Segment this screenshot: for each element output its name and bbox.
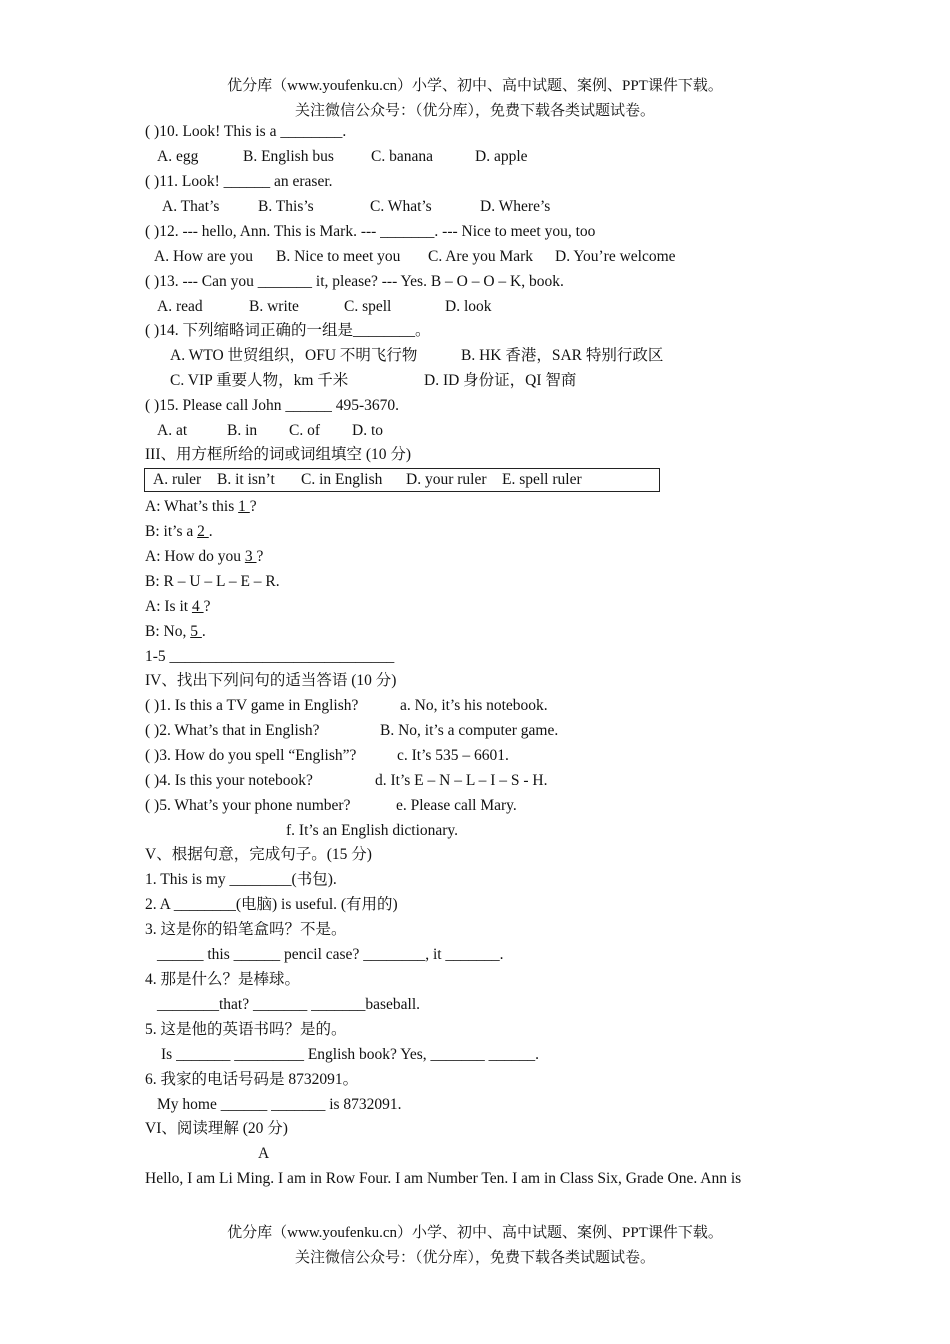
question-11: ( )11. Look! ______ an eraser. (145, 173, 333, 190)
completion-6-prompt: 6. 我家的电话号码是 8732091。 (145, 1071, 359, 1088)
completion-4-prompt: 4. 那是什么？是棒球。 (145, 971, 301, 988)
word-box-item-b: B. it isn’t (217, 471, 275, 488)
footer-line-1: 优分库（www.youfenku.cn）小学、初中、高中试题、案例、PPT课件下载。 (227, 1225, 723, 1241)
q14-option-d: D. ID 身份证，QI 智商 (424, 372, 577, 389)
footer-line-2: 关注微信公众号：（优分库），免费下载各类试题试卷。 (294, 1250, 655, 1266)
q12-option-c: C. Are you Mark (428, 248, 534, 265)
completion-3-blanks: ______ this ______ pencil case? ________, it _______. (157, 946, 504, 963)
match-answer-d: d. It’s E – N – L – I – S - H. (375, 772, 548, 789)
reading-passage: Hello, I am Li Ming. I am in Row Four. I am Number Ten. I am in Class Six, Grade One. Ann is (145, 1170, 742, 1187)
q13-option-b: B. write (249, 298, 299, 315)
word-box (144, 468, 660, 492)
completion-4-blanks: ________that? _______ _______baseball. (157, 996, 421, 1013)
match-answer-a: a. No, it’s his notebook. (400, 697, 548, 714)
dialog-line-5: A: Is it 4 ? (145, 598, 211, 615)
dialog-line-1: A: What’s this 1 ? (145, 498, 257, 515)
q12-option-b: B. Nice to meet you (276, 248, 401, 265)
match-question-2: ( )2. What’s that in English? (145, 722, 320, 739)
q11-option-a: A. That’s (162, 198, 220, 215)
q10-option-c: C. banana (371, 148, 433, 165)
q14-option-a: A. WTO 世贸组织，OFU 不明飞行物 (170, 347, 418, 364)
match-answer-e: e. Please call Mary. (396, 797, 517, 814)
match-question-3: ( )3. How do you spell “English”? (145, 747, 357, 764)
q13-option-d: D. look (445, 298, 492, 315)
section-6-title: VI、阅读理解 (20 分) (145, 1120, 288, 1137)
question-14: ( )14. 下列缩略词正确的一组是________。 (145, 322, 431, 339)
question-13: ( )13. --- Can you _______ it, please? --- Yes. B – O – O – K, book. (145, 273, 564, 290)
word-box-item-d: D. your ruler (406, 471, 487, 488)
answer-line: 1-5 _____________________________ (145, 648, 395, 665)
match-answer-f: f. It’s an English dictionary. (286, 822, 459, 839)
q12-option-a: A. How are you (154, 248, 254, 265)
section-4-title: IV、找出下列问句的适当答语 (10 分) (145, 672, 397, 689)
q11-option-d: D. Where’s (480, 198, 551, 215)
q10-option-b: B. English bus (243, 148, 334, 165)
q13-option-c: C. spell (344, 298, 392, 315)
match-answer-b: B. No, it’s a computer game. (380, 722, 559, 739)
match-answer-c: c. It’s 535 – 6601. (397, 747, 509, 764)
dialog-line-4: B: R – U – L – E – R. (145, 573, 280, 590)
blank-2: 2 (197, 523, 209, 540)
reading-part-label: A (258, 1145, 270, 1162)
question-10: ( )10. Look! This is a ________. (145, 123, 347, 140)
blank-3: 3 (244, 548, 257, 565)
blank-4: 4 (191, 598, 204, 615)
match-question-1: ( )1. Is this a TV game in English? (145, 697, 359, 714)
q11-option-c: C. What’s (370, 198, 432, 215)
dialog-line-3: A: How do you 3 ? (145, 548, 264, 565)
header-line-1: 优分库（www.youfenku.cn）小学、初中、高中试题、案例、PPT课件下载。 (227, 78, 723, 94)
question-12: ( )12. --- hello, Ann. This is Mark. --- _______. --- Nice to meet you, too (145, 223, 596, 240)
completion-2: 2. A ________(电脑) is useful. (有用的) (145, 896, 398, 913)
match-question-4: ( )4. Is this your notebook? (145, 772, 313, 789)
word-box-item-a: A. ruler (153, 471, 202, 488)
q15-option-c: C. of (289, 422, 320, 439)
word-box-item-e: E. spell ruler (502, 471, 582, 488)
completion-1: 1. This is my ________(书包). (145, 871, 337, 888)
question-15: ( )15. Please call John ______ 495-3670. (145, 397, 399, 414)
blank-5: 5 (190, 623, 202, 640)
dialog-line-6: B: No, 5 . (145, 623, 206, 640)
q13-option-a: A. read (157, 298, 203, 315)
completion-3-prompt: 3. 这是你的铅笔盒吗？不是。 (145, 921, 347, 938)
q15-option-b: B. in (227, 422, 258, 439)
section-3-title: III、用方框所给的词或词组填空 (10 分) (145, 446, 412, 463)
q10-option-d: D. apple (475, 148, 528, 165)
section-5-title: V、根据句意，完成句子。(15 分) (145, 846, 372, 863)
match-question-5: ( )5. What’s your phone number? (145, 797, 351, 814)
header-line-2: 关注微信公众号：（优分库），免费下载各类试题试卷。 (294, 103, 655, 119)
q15-option-d: D. to (352, 422, 383, 439)
q10-option-a: A. egg (157, 148, 199, 165)
q12-option-d: D. You’re welcome (555, 248, 676, 265)
completion-5-prompt: 5. 这是他的英语书吗？是的。 (145, 1021, 347, 1038)
dialog-line-2: B: it’s a 2 . (145, 523, 213, 540)
completion-5-blanks: Is _______ _________ English book? Yes, _______ ______. (161, 1046, 540, 1063)
blank-1: 1 (238, 498, 250, 515)
completion-6-blanks: My home ______ _______ is 8732091. (157, 1096, 402, 1113)
q11-option-b: B. This’s (258, 198, 314, 215)
q14-option-c: C. VIP 重要人物，km 千米 (170, 372, 349, 389)
word-box-item-c: C. in English (301, 471, 383, 488)
q15-option-a: A. at (157, 422, 188, 439)
q14-option-b: B. HK 香港，SAR 特别行政区 (461, 347, 664, 364)
